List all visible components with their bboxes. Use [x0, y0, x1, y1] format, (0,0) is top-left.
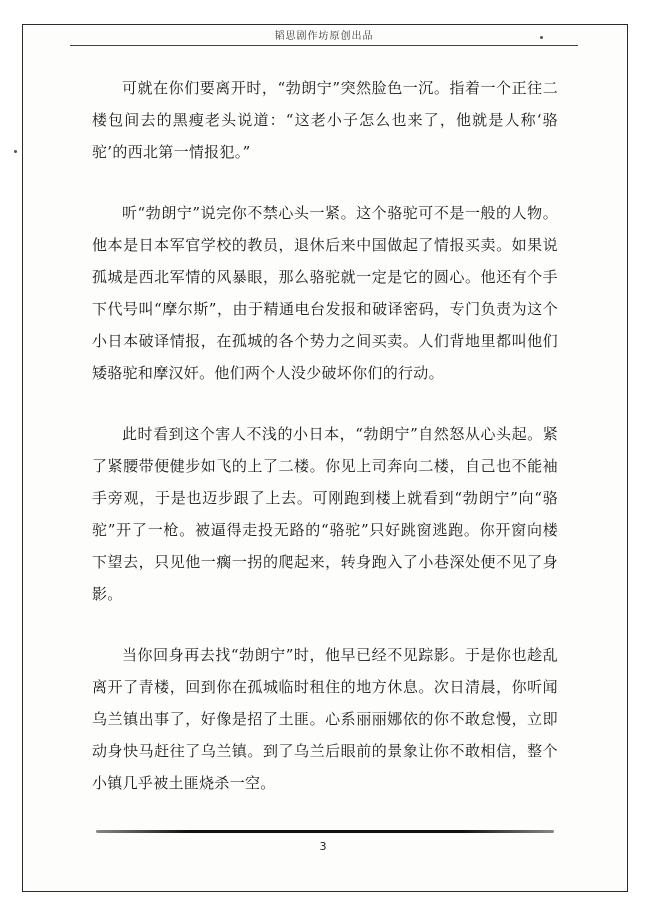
paragraph-2: 听“勃朗宁”说完你不禁心头一紧。这个骆驼可不是一般的人物。他本是日本军官学校的教员，退休后来中国做起了情报买卖。如果说孤城是西北军情的风暴眼，那么骆驼就一定是它的圆心。他还有个手下代号叫“摩尔斯”，由于精通电台发报和破译密码，专门负责为这个小日本破译情报，在孤城的各个势力之间买卖。人们背地里都叫他们矮骆驼和摩汉奸。他们两个人没少破坏你们的行动。 [92, 204, 558, 382]
page-number: 3 [319, 840, 327, 853]
scan-speck [14, 150, 17, 153]
paragraph-1: 可就在你们要离开时，“勃朗宁”突然脸色一沉。指着一个正往二楼包间去的黑瘦老头说道：“这老小子怎么也来了，他就是人称‘骆驼’的西北第一情报犯。” [92, 79, 558, 161]
header-rule [70, 45, 578, 46]
body-text [92, 72, 558, 828]
scan-speck [540, 36, 543, 39]
running-header: 韬思剧作坊原创出品 [274, 31, 374, 42]
paragraph-4: 当你回身再去找“勃朗宁”时，他早已经不见踪影。于是你也趁乱离开了青楼，回到你在孤城临时租住的地方休息。次日清晨，你听闻乌兰镇出事了，好像是招了土匪。心系丽丽娜依的你不敢怠慢，立即动身快马赶往了乌兰镇。到了乌兰后眼前的景象让你不敢相信，整个小镇几乎被土匪烧杀一空。 [92, 646, 558, 792]
footer-rule [96, 830, 554, 833]
paragraph-3: 此时看到这个害人不浅的小日本，“勃朗宁”自然怒从心头起。紧了紧腰带便健步如飞的上了二楼。你见上司奔向二楼，自己也不能袖手旁观，于是也迈步跟了上去。可刚跑到楼上就看到“勃朗宁”向“骆驼”开了一枪。被逼得走投无路的“骆驼”只好跳窗逃跑。你开窗向楼下望去，只见他一瘸一拐的爬起来，转身跑入了小巷深处便不见了身影。 [92, 425, 558, 603]
